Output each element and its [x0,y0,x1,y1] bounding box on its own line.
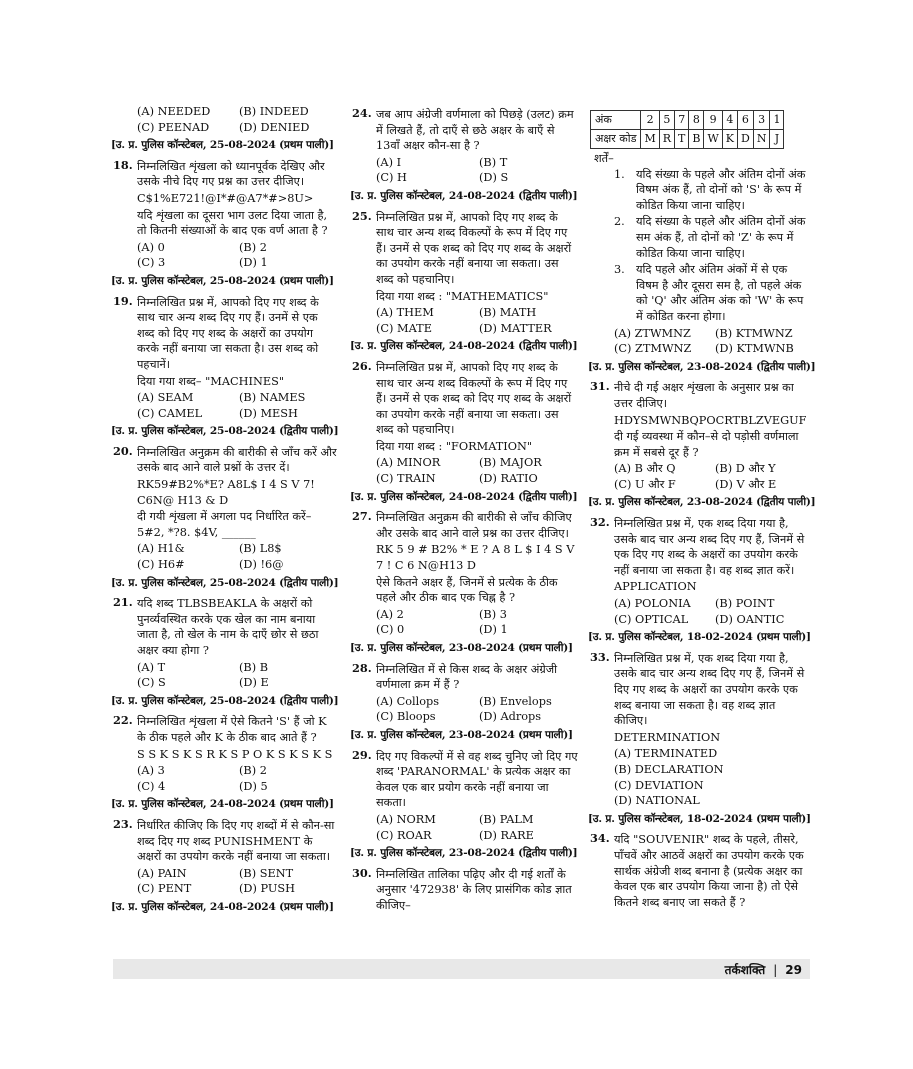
option: (B) KTMWNZ [715,326,793,340]
question-text: निम्नलिखित अनुक्रम की बारीकी से जाँच करें और उसके बाद आने वाले प्रश्नों के उत्तर दें। [137,445,337,475]
option: (A) Collops [376,694,440,708]
table-cell: 3 [753,111,770,130]
option: (B) D और Y [715,462,776,476]
option: (B) DECLARATION [614,762,724,776]
option: (B) L8$ [239,542,282,556]
option: (A) ZTWMNZ [614,326,691,340]
option: (D) NATIONAL [614,794,700,808]
question-series: RK59#B2%*E? A8L$ I 4 S V 7! C6N@ H13 & D [137,478,315,507]
option: (B) POINT [715,597,775,611]
option: (C) H [376,171,407,185]
condition-number: 1. [614,167,625,181]
option: (A) POLONIA [614,597,691,611]
question-text: निम्नलिखित प्रश्न में, आपको दिए गए शब्द के साथ चार अन्य शब्द विकल्पों के रूप में दिए गए हैं। उनमें से एक शब्द को दिए गए शब्द के अक्षरों का उपयोग करके नहीं बनाया जा सकता। उस शब्द को पहचानिए। [376,210,572,286]
condition-item [614,214,812,261]
option: (C) H6# [137,558,185,572]
option: (A) THEM [376,306,434,320]
option: (C) OPTICAL [614,612,689,626]
question-number: 23. [113,816,133,831]
table-cell: 4 [722,111,737,130]
option: (C) PENT [137,882,192,896]
condition-text: यदि संख्या के पहले और अंतिम दोनों अंक विषम अंक हैं, तो दोनों को 'S' के रूप में कोडित किया जाना चाहिए। [636,167,806,212]
question-number: 34. [590,831,610,846]
question-29 [352,748,578,812]
question-text: दिए गए विकल्पों में से वह शब्द चुनिए जो दिए गए शब्द 'PARANORMAL' के प्रत्येक अक्षर का केवल एक बार प्रयोग करके नहीं बनाया जा सकता। [376,749,578,810]
option: (C) ZTMWNZ [614,342,692,356]
question-text: दी गई व्यवस्था में कौन–से दो पड़ोसी वर्णमाला क्रम में सबसे दूर हैं ? [614,430,799,459]
question-22 [113,713,337,763]
question-21 [113,595,337,659]
question-text: यदि शब्द TLBSBEAKLA के अक्षरों को पुनर्व्यवस्थित करके एक खेल का नाम बनाया जाता है, तो खेल के नाम के दाएँ छोर से छठा अक्षर क्या होगा ? [137,597,319,657]
table-cell: T [675,130,689,149]
exam-source: [उ. प्र. पुलिस कॉन्स्टेबल, 24-08-2024 (प्रथम पाली)] [111,798,334,811]
question-text: निम्नलिखित प्रश्न में, एक शब्द दिया गया है, उसके बाद चार अन्य शब्द दिए गए हैं, जिनमें से एक दिए गए शब्द के अक्षरों का उपयोग करके नहीं बनाया जा सकता है। वह शब्द ज्ञात करें। [614,517,805,577]
option: (A) 0 [137,240,165,254]
q20-options [113,541,337,572]
question-text: निम्नलिखित प्रश्न में, आपको दिए गए शब्द के साथ चार अन्य शब्द विकल्पों के रूप में दिए गए हैं। उनमें से एक शब्द को दिए गए शब्द के अक्षरों का उपयोग करके नहीं बनाया जा सकता। उस शब्द को पहचानिए। [376,360,572,437]
question-34 [590,831,812,911]
question-number: 32. [590,515,610,530]
q18-options [113,240,337,271]
option: (C) 0 [376,623,405,637]
question-text: निर्धारित कीजिए कि दिए गए शब्दों में से कौन-सा शब्द दिए गए शब्द PUNISHMENT के अक्षरों का उपयोग करके नहीं बनाया जा सकता। [137,818,335,864]
exam-source: [उ. प्र. पुलिस कॉन्स्टेबल, 25-08-2024 (प्रथम पाली)] [111,139,334,152]
option: (D) Adrops [479,710,542,724]
footer-text [725,961,802,978]
table-cell: J [770,130,784,149]
table-cell: N [753,130,770,149]
question-series: HDYSMWNBQPOCRTBLZVEGUF [614,413,807,427]
given-word: APPLICATION [614,580,697,594]
conditions-title: शर्तें– [594,152,614,165]
option: (A) SEAM [137,391,194,405]
q26-options [352,455,578,486]
given-word: DETERMINATION [614,730,721,744]
given-word: दिया गया शब्द : "MATHEMATICS" [376,289,549,303]
given-word: दिया गया शब्द : "FORMATION" [376,439,533,453]
q32-options [590,596,812,627]
section-name: तर्कशक्ति [724,963,766,977]
question-text: नीचे दी गई अक्षर शृंखला के अनुसार प्रश्न का उत्तर दीजिए। [614,381,794,410]
option: (B) B [239,660,269,674]
exam-source: [उ. प्र. पुलिस कॉन्स्टेबल, 25-08-2024 (प्रथम पाली)] [111,274,334,287]
table-cell: 6 [738,111,754,130]
exam-source: [उ. प्र. पुलिस कॉन्स्टेबल, 23-08-2024 (द्वितीय पाली)] [350,847,578,860]
q21-options [113,660,337,691]
table-cell: 5 [659,111,674,130]
exam-source: [उ. प्र. पुलिस कॉन्स्टेबल, 24-08-2024 (द्वितीय पाली)] [350,189,578,202]
code-table [590,110,784,149]
question-24 [352,106,578,155]
table-cell: D [738,130,754,149]
option: (C) 3 [137,256,166,270]
question-number: 30. [352,865,372,880]
option: (D) S [479,171,509,185]
condition-number: 2. [614,215,625,229]
option: (D) PUSH [239,882,295,896]
row-label: अक्षर कोड [591,130,641,149]
footer-separator: | [773,963,778,977]
option: (A) PAIN [137,866,187,880]
option: (D) RATIO [479,472,538,486]
q33-options [590,746,812,808]
exam-source: [उ. प्र. पुलिस कॉन्स्टेबल, 24-08-2024 (द्वितीय पाली)] [350,490,578,503]
option: (C) PEENAD [137,120,210,134]
question-25 [352,209,578,306]
option: (A) T [137,660,166,674]
question-text: जब आप अंग्रेजी वर्णमाला को पिछड़े (उलट) क्रम में लिखते हैं, तो दाएँ से छठे अक्षर के बाएँ से 13वाँ अक्षर कौन-सा है ? [376,108,574,153]
option: (C) DEVIATION [614,778,704,792]
question-number: 19. [113,293,133,308]
question-number: 31. [590,379,610,394]
question-23 [113,817,337,866]
option: (B) NAMES [239,391,306,405]
condition-number: 3. [614,263,625,277]
page-number: 29 [785,963,802,977]
table-cell: 8 [689,111,704,130]
question-text: निम्नलिखित शृंखला को ध्यानपूर्वक देखिए और उसके नीचे दिए गए प्रश्न का उत्तर दीजिए। [137,159,325,189]
exam-source: [उ. प्र. पुलिस कॉन्स्टेबल, 18-02-2024 (प्रथम पाली)] [588,812,811,825]
option: (C) 4 [137,779,166,793]
question-series: RK 5 9 # B2% * E ? A 8 L $ I 4 S V 7 ! C 6 N@H13 D [376,543,575,573]
option: (B) SENT [239,866,294,880]
table-cell: B [689,130,704,149]
question-number: 21. [113,595,133,610]
question-number: 26. [352,358,372,373]
q22-options [113,763,337,794]
question-20 [113,444,337,542]
table-cell: W [704,130,722,149]
question-31 [590,379,812,461]
option: (B) MATH [479,306,537,320]
question-text: निम्नलिखित तालिका पढ़िए और दी गई शर्तों के अनुसार '472938' के लिए प्रासंगिक कोड ज्ञात कीजिए– [376,867,572,912]
option: (D) DENIED [239,120,310,134]
exam-source: [उ. प्र. पुलिस कॉन्स्टेबल, 25-08-2024 (द्वितीय पाली)] [111,425,339,438]
exam-source: [उ. प्र. पुलिस कॉन्स्टेबल, 25-08-2024 (द्वितीय पाली)] [111,576,339,589]
table-cell: 2 [641,111,659,130]
question-32 [590,515,812,596]
condition-item [614,262,812,324]
option: (C) ROAR [376,828,432,842]
exam-source: [उ. प्र. पुलिस कॉन्स्टेबल, 24-08-2024 (द्वितीय पाली)] [350,340,578,353]
q29-options [352,812,578,843]
question-number: 20. [113,443,133,458]
option: (D) 1 [479,623,508,637]
question-text: दी गयी शृंखला में अगला पद निर्धारित करें– 5#2, *?8. $4V, ______ [137,510,312,539]
q23-options [113,866,337,897]
exam-source: [उ. प्र. पुलिस कॉन्स्टेबल, 24-08-2024 (प्रथम पाली)] [111,900,334,913]
q27-options [352,607,578,638]
option: (C) CAMEL [137,406,203,420]
option: (D) !6@ [239,558,284,572]
column-3 [588,110,816,911]
page-footer [113,959,810,979]
question-text: ऐसे कितने अक्षर हैं, जिनमें से प्रत्येक के ठीक पहले और ठीक बाद एक चिह्न है ? [376,575,558,605]
option: (D) 1 [239,256,268,270]
question-text: यदि "SOUVENIR" शब्द के पहले, तीसरे, पाँचवें और आठवें अक्षरों का उपयोग करके एक सार्थक अंग्रेजी शब्द बनाना है (प्रत्येक अक्षर का केवल एक बार उपयोग किया जाना है) तो ऐसे कितने शब्द बनाए जा सकते हैं ? [614,833,804,909]
question-text: निम्नलिखित अनुक्रम की बारीकी से जाँच कीजिए और उसके बाद आने वाले प्रश्न का उत्तर दीजिए। [376,511,572,540]
question-19 [113,294,337,391]
question-number: 27. [352,509,372,524]
option: (B) INDEED [239,105,309,118]
table-cell: 1 [770,111,784,130]
condition-item [614,167,812,214]
q24-options [352,155,578,186]
condition-text: यदि पहले और अंतिम अंकों में से एक विषम है और दूसरा सम है, तो पहले अंक को 'Q' और अंतिम अंक को 'W' के रूप में कोडित करना होगा। [636,263,804,323]
table-cell: M [641,130,659,149]
option: (A) TERMINATED [614,747,718,761]
q19-options [113,390,337,421]
exam-source: [उ. प्र. पुलिस कॉन्स्टेबल, 18-02-2024 (प्रथम पाली)] [588,631,811,644]
exam-source: [उ. प्र. पुलिस कॉन्स्टेबल, 23-08-2024 (द्वितीय पाली)] [588,360,816,373]
option: (B) 3 [479,607,507,621]
table-cell: 9 [704,111,722,130]
table-cell: K [722,130,737,149]
exam-source: [उ. प्र. पुलिस कॉन्स्टेबल, 23-08-2024 (प्रथम पाली)] [350,728,573,741]
option: (D) MATTER [479,321,552,335]
exam-source: [उ. प्र. पुलिस कॉन्स्टेबल, 23-08-2024 (प्रथम पाली)] [350,642,573,654]
option: (A) 3 [137,764,165,778]
option: (A) NORM [376,812,436,826]
question-33 [590,650,812,747]
option: (D) KTMWNB [715,342,794,356]
column-2 [352,104,578,915]
question-number: 18. [113,157,133,172]
option: (C) S [137,676,166,690]
q30-options [590,326,812,357]
question-series: C$1%E721!@I*#@A7*#>8U> [137,191,314,205]
option: (B) 2 [239,240,267,254]
question-text: निम्नलिखित प्रश्न में, आपको दिए गए शब्द के साथ चार अन्य शब्द दिए गए हैं। उनमें से एक शब्द को दिए गए शब्द के अक्षरों का उपयोग करके नहीं बनाया जा सकता है। उस शब्द को पहचानें। [137,295,319,371]
question-26 [352,359,578,456]
option: (D) RARE [479,828,534,842]
question-number: 22. [113,713,133,728]
exam-source: [उ. प्र. पुलिस कॉन्स्टेबल, 25-08-2024 (द्वितीय पाली)] [111,694,339,707]
question-18 [113,158,337,240]
digit-row [591,111,784,130]
option: (B) 2 [239,764,267,778]
option: (B) PALM [479,812,534,826]
question-number: 24. [352,106,372,120]
option: (D) OANTIC [715,612,785,626]
question-text: निम्नलिखित शृंखला में ऐसे कितने 'S' हैं जो K के ठीक पहले और K के ठीक बाद आते हैं ? [137,715,327,744]
option: (C) MATE [376,321,432,335]
option: (D) MESH [239,406,298,420]
option: (A) H1& [137,542,185,556]
question-30 [352,866,578,915]
condition-text: यदि संख्या के पहले और अंतिम दोनों अंक सम अंक हैं, तो दोनों को 'Z' के रूप में कोडित किया जाना चाहिए। [636,215,806,260]
option: (A) I [376,155,402,169]
option: (C) Bloops [376,710,436,724]
row-label: अंक [591,111,641,130]
option: (D) 5 [239,779,268,793]
option: (B) T [479,155,508,169]
option: (A) B और Q [614,462,676,476]
option: (C) TRAIN [376,472,436,486]
question-27 [352,509,578,607]
option: (A) MINOR [376,456,441,470]
question-series: S S K S K S R K S P O K S K S K S [137,747,333,761]
given-word: दिया गया शब्द– "MACHINES" [137,374,285,388]
q28-options [352,694,578,725]
question-number: 28. [352,660,372,675]
option: (D) E [239,676,269,690]
question-text: निम्नलिखित में से किस शब्द के अक्षर अंग्रेजी वर्णमाला क्रम में हैं ? [376,662,558,692]
conditions-list [614,167,812,325]
option: (B) MAJOR [479,456,542,470]
code-row [591,130,784,149]
question-number: 25. [352,208,372,223]
question-text: निम्नलिखित प्रश्न में, एक शब्द दिया गया है, उसके बाद चार अन्य शब्द दिए गए हैं, जिनमें से दिए गए शब्द के अक्षरों का उपयोग करके एक शब्द बनाया जा सकता है। वह शब्द ज्ञात कीजिए। [614,651,805,728]
table-cell: 7 [675,111,689,130]
q25-options [352,305,578,336]
column-1 [113,104,337,920]
q17-options [113,104,337,135]
q31-options [590,461,812,492]
question-text: यदि शृंखला का दूसरा भाग उलट दिया जाता है, तो कितनी संख्याओं के बाद एक वर्ण आता है ? [137,208,328,238]
option: (B) Envelops [479,694,552,708]
question-28 [352,661,578,694]
option: (C) U और F [614,477,676,491]
option: (D) V और E [715,477,777,491]
table-cell: R [659,130,674,149]
question-number: 33. [590,649,610,664]
option: (A) NEEDED [137,105,211,118]
exam-source: [उ. प्र. पुलिस कॉन्स्टेबल, 23-08-2024 (द्वितीय पाली)] [588,496,816,509]
question-number: 29. [352,747,372,762]
option: (A) 2 [376,607,404,621]
